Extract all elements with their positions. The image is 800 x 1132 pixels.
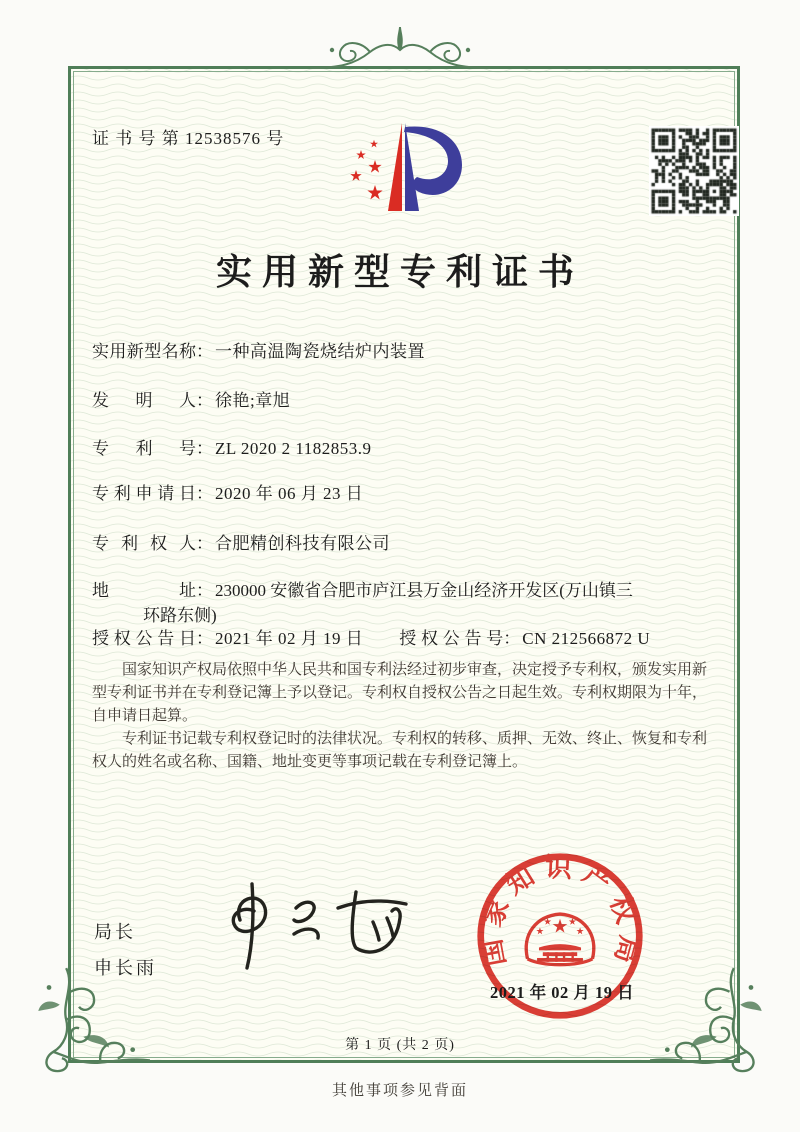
cnipa-logo-icon [338, 115, 480, 227]
field-label: 专利号 [92, 439, 196, 458]
field-row-inventor [92, 388, 730, 413]
handwritten-signature [210, 878, 440, 973]
back-side-note: 其他事项参见背面 [331, 1083, 468, 1099]
seal-date: 2021 年 02 月 19 日 [490, 983, 635, 1002]
field-value: CN 212566872 U [522, 629, 651, 648]
field-value: ZL 2020 2 1182853.9 [215, 439, 372, 458]
field-label: 地址 [92, 581, 196, 600]
field-label: 发明人 [92, 391, 196, 410]
grant-date-group [92, 629, 363, 648]
field-row-utility-model-name [92, 339, 730, 364]
field-value: 2021 年 02 月 19 日 [215, 629, 364, 648]
field-value: 一种高温陶瓷烧结炉内装置 [215, 342, 425, 361]
field-label: 授权公告号 [399, 629, 504, 648]
field-label: 专利申请日 [92, 484, 196, 503]
field-row-filing-date [92, 481, 730, 506]
field-row-grant [92, 626, 730, 651]
certificate-title: 实用新型专利证书 [215, 252, 584, 292]
signer-block [94, 914, 157, 986]
colon: ： [196, 484, 213, 503]
field-label: 授权公告日 [92, 629, 196, 648]
legal-text-block [92, 659, 720, 774]
page-number: 第 1 页 (共 2 页) [345, 1038, 455, 1053]
field-label: 专利权人 [92, 534, 196, 553]
field-value: 徐艳;章旭 [215, 391, 291, 410]
seal-text: 国家知识产权局 [474, 852, 645, 975]
field-row-address [92, 578, 730, 628]
legal-paragraph-2: 专利证书记载专利权登记时的法律状况。专利权的转移、质押、无效、终止、恢复和专利权人的姓名或名称、国籍、地址变更等事项记载在专利登记簿上。 [92, 731, 708, 770]
colon: ： [196, 581, 213, 600]
colon: ： [196, 629, 213, 648]
field-label: 实用新型名称 [92, 342, 196, 361]
signer-title: 局长 [94, 922, 136, 942]
legal-paragraph-1: 国家知识产权局依照中华人民共和国专利法经过初步审查，决定授予专利权，颁发实用新型专利证书并在专利登记簿上予以登记。专利权自授权公告之日起生效。专利权期限为十年，自申请日起算。 [92, 662, 708, 724]
grant-number-group [399, 626, 650, 651]
field-row-patent-number [92, 436, 730, 461]
national-emblem-icon [526, 914, 593, 965]
field-value: 2020 年 06 月 23 日 [215, 484, 364, 503]
colon: ： [196, 534, 213, 553]
address-line-2: 环路东侧) [143, 606, 217, 625]
qr-code [649, 126, 739, 216]
colon: ： [503, 629, 521, 648]
signer-name: 申长雨 [94, 958, 157, 978]
certificate-number: 证 书 号 第 12538576 号 [92, 129, 285, 148]
address-line-1: 230000 安徽省合肥市庐江县万金山经济开发区(万山镇三 [215, 581, 633, 600]
field-row-patentee [92, 531, 730, 556]
colon: ： [196, 439, 213, 458]
colon: ： [196, 342, 213, 361]
colon: ： [196, 391, 213, 410]
field-value: 合肥精创科技有限公司 [215, 534, 390, 553]
